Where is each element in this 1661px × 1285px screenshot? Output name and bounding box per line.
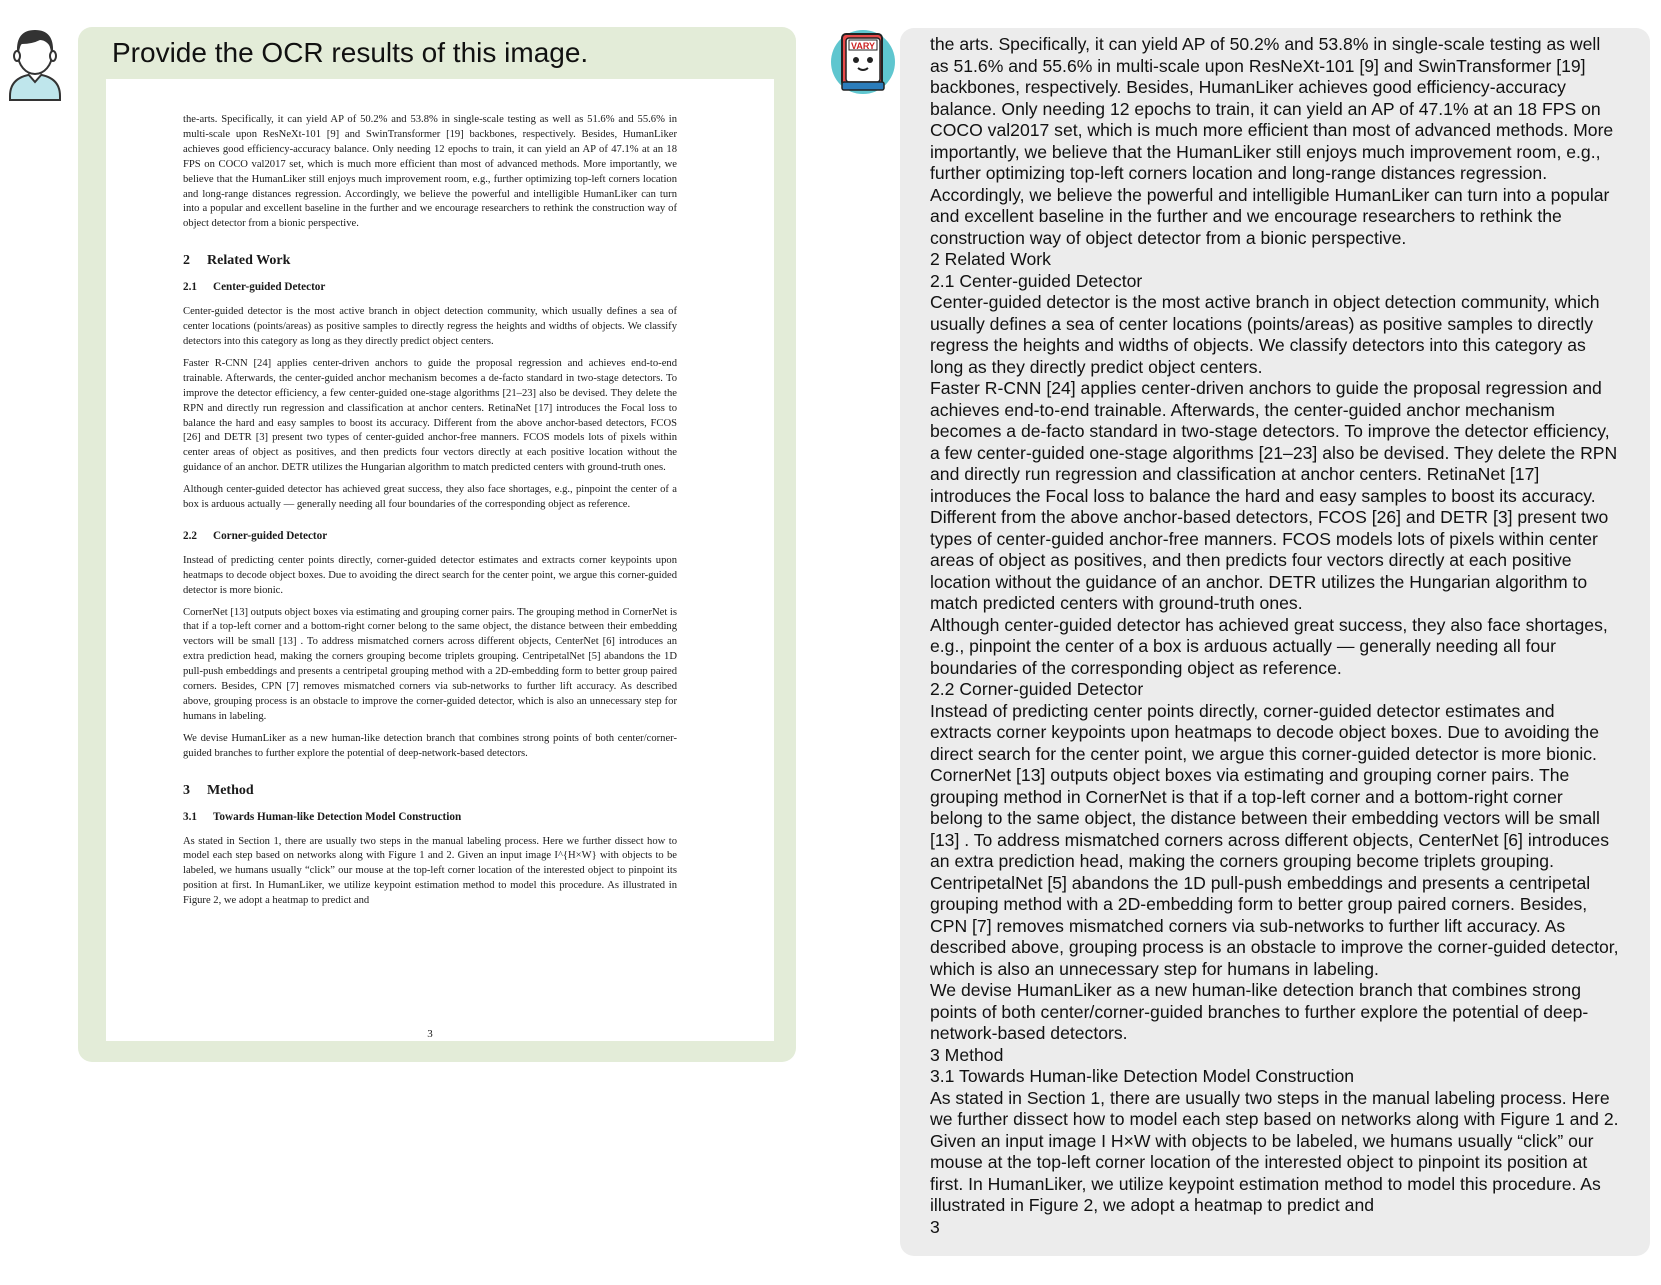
ocr-line: 2.1 Center-guided Detector: [930, 270, 1143, 291]
ocr-line: and directly run regression and classification at anchor centers. RetinaNet [17]: [930, 464, 1540, 484]
ocr-line: grouping method in CornerNet is that if a top-left corner and a bottom-right corner: [930, 786, 1563, 807]
ocr-line: types of center-guided anchor-free manners. FCOS models lots of pixels within center: [930, 528, 1598, 549]
ocr-line: Faster R-CNN [24] applies center-driven anchors to guide the proposal regression and: [930, 378, 1602, 398]
ocr-line: 2 Related Work: [930, 249, 1051, 269]
ocr-line: [13] . To address mismatched corners across different objects, CenterNet [6] introduces: [930, 829, 1609, 850]
ocr-line: balance. Only needing 12 epochs to train, it can yield an AP of 47.1% at an 18 FPS on: [930, 98, 1601, 119]
ocr-line: boundaries of the corresponding object as reference.: [930, 657, 1342, 678]
ocr-line: CPN [7] removes mismatched corners via sub-networks to further lift accuracy. As: [930, 915, 1566, 936]
doc-para-2-2-b: CornerNet [13] outputs object boxes via estimating and grouping corner pairs. The grouping method in CornerNet is that if a top-left corner and a bottom-right corner belong to the same object, the distance between their embedding vectors will be small [13] . To address mismatched corners across different objects, CenterNet [6] introduces an extra prediction head, making the corners grouping become triplets grouping. CentripetalNet [5] abandons the 1D pull-push embeddings and presents a centripetal grouping method with a 2D-embedding form to better group paired corners. Besides, CPN [7] removes mismatched corners via sub-networks to further lift accuracy. As described above, grouping process is an obstacle to improve the corner-guided detector, which is also an unnecessary step for humans in labeling.: [183, 606, 677, 722]
doc-para-2-1-b: Faster R-CNN [24] applies center-driven anchors to guide the proposal regression and achieves end-to-end trainable. Afterwards, the center-guided anchor mechanism becomes a de-facto standard in two-stage detectors. To improve the detector efficiency, a few center-guided one-stage algorithms [21–23] also be devised. They delete the RPN and directly run regression and classification at anchor centers. RetinaNet [17] introduces the Focal loss to balance the hard and easy samples to boost its accuracy. Different from the above anchor-based detectors, FCOS [26] and DETR [3] present two types of center-guided anchor-free manners. FCOS models lots of pixels within center areas of object as positives, and then predicts four vectors directly at each positive location without the guidance of an anchor. DETR utilizes the Hungarian algorithm to match predicted centers with ground-truth ones.: [183, 357, 677, 474]
doc-heading-section-2-2: 2.2 Corner-guided Detector: [183, 529, 328, 542]
doc-para-2-1-c: Although center-guided detector has achieved great success, they also face shortages, e.g., pinpoint the center of a box is arduous actually — generally needing all four boundaries of the corresponding object as reference.: [183, 484, 677, 511]
doc-heading-section-3: 3 Method: [183, 782, 254, 798]
doc-para-2-2-c: We devise HumanLiker as a new human-like detection branch that combines strong points of both center/corner-guided branches to further explore the potential of deep-network-based detectors.: [183, 732, 677, 759]
doc-heading-section-2-1: 2.1 Center-guided Detector: [183, 281, 326, 294]
avatar-logo-text: VARY: [850, 41, 876, 51]
ocr-line: 3 Method: [930, 1044, 1004, 1065]
document-text: [183, 113, 677, 1040]
ocr-line: match predicted centers with ground-truth ones.: [930, 593, 1303, 613]
ocr-line: which is also an unnecessary step for humans in labeling.: [930, 958, 1379, 979]
user-message-bubble: [78, 27, 796, 1062]
ocr-line: regress the heights and widths of objects. We classify detectors into this category as: [930, 335, 1586, 355]
ocr-line: 3: [930, 1216, 940, 1237]
ocr-line: belong to the same object, the distance between their embedding vectors will be small: [930, 808, 1600, 828]
ocr-line: network-based detectors.: [930, 1023, 1128, 1043]
ocr-line: Accordingly, we believe the powerful and intelligible HumanLiker can turn into a popular: [930, 184, 1610, 205]
document-image: [106, 79, 774, 1041]
ocr-line: direct search for the center point, we argue this corner-guided detector is more bionic.: [930, 743, 1597, 764]
ocr-line: Although center-guided detector has achieved great success, they also face shortages,: [930, 614, 1608, 635]
ocr-line: the arts. Specifically, it can yield AP of 50.2% and 53.8% in single-scale testing as well: [930, 34, 1601, 54]
ocr-line: CornerNet [13] outputs object boxes via estimating and grouping corner pairs. The: [930, 765, 1570, 785]
vary-book-avatar-icon: [828, 26, 898, 96]
ocr-line: and excellent baseline in the further and we encourage researchers to rethink the: [930, 206, 1562, 226]
ocr-line: usually defines a sea of center locations (points/areas) as positive samples to directly: [930, 313, 1594, 334]
ocr-line: We devise HumanLiker as a new human-like detection branch that combines strong: [930, 980, 1581, 1000]
ocr-line: long as they directly predict object centers.: [930, 356, 1263, 377]
doc-para-3-1: As stated in Section 1, there are usually two steps in the manual labeling process. Here we further dissect how to model each step based on networks along with Figure 1 and 2. Given an input image I^{H×W} with objects to be labeled, we humans usually “click” our mouse at the top-left corner location of the interested object to pinpoint its position at first. In HumanLiker, we utilize keypoint estimation method to model this procedure. As illustrated in Figure 2, we adopt a heatmap to predict and: [183, 835, 677, 907]
ocr-line: COCO val2017 set, which is much more efficient than most of advanced methods. More: [930, 120, 1614, 140]
doc-heading-section-3-1: 3.1 Towards Human-like Detection Model Construction: [183, 810, 462, 823]
ocr-line: Center-guided detector is the most active branch in object detection community, which: [930, 292, 1600, 312]
user-avatar-icon: [6, 24, 64, 102]
ocr-line: further optimizing top-left corners location and long-range distances regression.: [930, 163, 1548, 183]
ocr-line: achieves end-to-end trainable. Afterwards, the center-guided anchor mechanism: [930, 399, 1555, 420]
ocr-line: construction way of object detector from a bionic perspective.: [930, 227, 1407, 248]
ocr-line: extracts corner keypoints upon heatmaps to decode object boxes. Due to avoiding the: [930, 722, 1599, 742]
ocr-line: 2.2 Corner-guided Detector: [930, 679, 1144, 699]
doc-para-2-2-a: Instead of predicting center points directly, corner-guided detector estimates and extracts corner keypoints upon heatmaps to decode object boxes. Due to avoiding the direct search for the center point, we argue this corner-guided detector is more bionic.: [183, 554, 677, 596]
assistant-message-bubble: [900, 28, 1650, 1256]
ocr-line: illustrated in Figure 2, we adopt a heatmap to predict and: [930, 1195, 1375, 1215]
doc-para-2-1-a: Center-guided detector is the most active branch in object detection community, which usually defines a sea of center locations (points/areas) as positive samples to directly regress the heights and widths of objects. We classify detectors into this category as long as they directly predict object centers.: [183, 306, 677, 347]
ocr-line: Instead of predicting center points directly, corner-guided detector estimates and: [930, 700, 1555, 721]
ocr-line: becomes a de-facto standard in two-stage detectors. To improve the detector efficiency,: [930, 421, 1610, 441]
ocr-result-text: [930, 34, 1635, 1238]
user-prompt-text: Provide the OCR results of this image.: [112, 37, 589, 68]
ocr-line: mouse at the top-left corner location of the interested object to pinpoint its position at: [930, 1152, 1588, 1172]
ocr-line: we further dissect how to model each step based on networks along with Figure 1 and 2.: [930, 1109, 1619, 1129]
ocr-line: As stated in Section 1, there are usually two steps in the manual labeling process. Here: [930, 1087, 1610, 1108]
doc-page-number: 3: [427, 1028, 433, 1040]
ocr-line: described above, grouping process is an obstacle to improve the corner-guided detector,: [930, 937, 1619, 957]
ocr-line: e.g., pinpoint the center of a box is arduous actually — generally needing all four: [930, 636, 1556, 656]
ocr-line: a few center-guided one-stage algorithms [21–23] also be devised. They delete the RPN: [930, 442, 1618, 463]
ocr-line: importantly, we believe that the HumanLiker still enjoys much improvement room, e.g.,: [930, 141, 1601, 162]
ocr-line: location without the guidance of an anchor. DETR utilizes the Hungarian algorithm to: [930, 571, 1588, 592]
ocr-line: Given an input image I H×W with objects to be labeled, we humans usually “click” our: [930, 1130, 1594, 1151]
doc-heading-section-2: 2 Related Work: [183, 253, 291, 269]
ocr-line: backbones, respectively. Besides, HumanLiker achieves good efficiency-accuracy: [930, 77, 1566, 97]
ocr-line: points of both center/corner-guided branches to further explore the potential of deep-: [930, 1001, 1589, 1022]
ocr-line: an extra prediction head, making the corners grouping become triplets grouping.: [930, 851, 1554, 871]
ocr-line: Different from the above anchor-based detectors, FCOS [26] and DETR [3] present two: [930, 507, 1609, 527]
ocr-line: first. In HumanLiker, we utilize keypoint estimation method to model this procedure. As: [930, 1173, 1601, 1194]
ocr-line: grouping method with a 2D-embedding form to better group paired corners. Besides,: [930, 894, 1588, 914]
ocr-line: 3.1 Towards Human-like Detection Model Construction: [930, 1066, 1355, 1086]
doc-para-intro: the-arts. Specifically, it can yield AP of 50.2% and 53.8% in single-scale testing as well as 51.6% and 55.6% in multi-scale upon ResNeXt-101 [9] and SwinTransformer [19] backbones, respectively. Besides, HumanLiker achieves good efficiency-accuracy balance. Only needing 12 epochs to train, it can yield an AP of 47.1% at an 18 FPS on COCO val2017 set, which is much more efficient than most of advanced methods. More importantly, we believe that the HumanLiker still enjoys much improvement room, e.g., further optimizing top-left corners location and long-range distances regression. Accordingly, we believe the powerful and intelligible HumanLiker can turn into a popular and excellent baseline in the further and we encourage researchers to rethink the construction way of object detector from a bionic perspective.: [183, 114, 677, 230]
ocr-line: areas of object as positives, and then predicts four vectors directly at each positive: [930, 550, 1572, 570]
ocr-line: CentripetalNet [5] abandons the 1D pull-push embeddings and presents a centripetal: [930, 872, 1591, 893]
ocr-line: as 51.6% and 55.6% in multi-scale upon ResNeXt-101 [9] and SwinTransformer [19]: [930, 55, 1586, 76]
ocr-line: introduces the Focal loss to balance the hard and easy samples to boost its accuracy.: [930, 485, 1596, 506]
